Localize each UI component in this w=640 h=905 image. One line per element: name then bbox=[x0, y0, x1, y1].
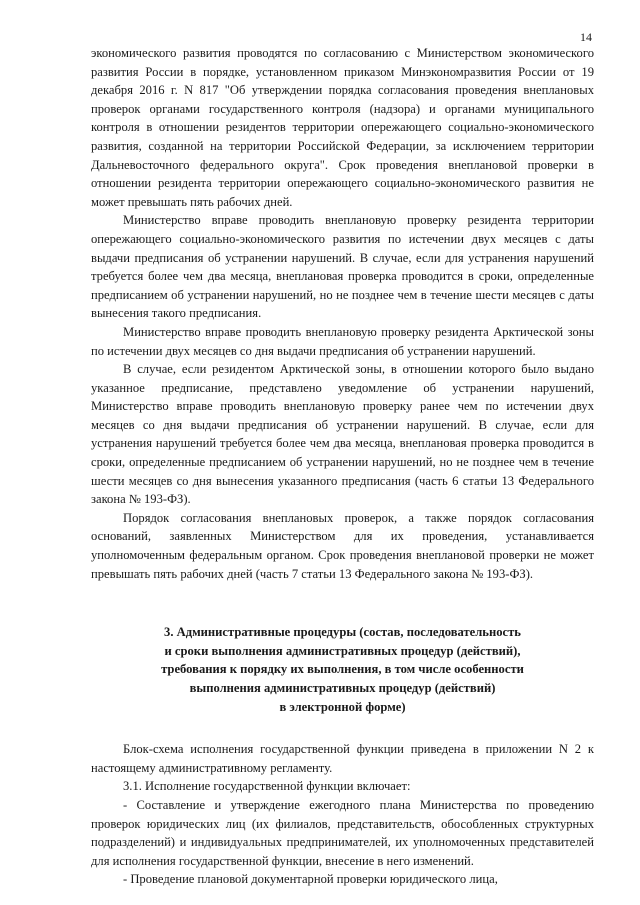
document-body bbox=[91, 44, 594, 889]
section-heading bbox=[91, 623, 594, 716]
heading-line: выполнения административных процедур (действий) bbox=[189, 681, 496, 695]
paragraph: Порядок согласования внеплановых проверок, а также порядок согласования оснований, заявленных Министерством для их проведения, устанавливается уполномоченным федеральным органом. Срок проведения внеплановой проверки не может превышать пять рабочих дней (часть 7 статьи 13 Федерального закона № 193-ФЗ). bbox=[91, 510, 594, 581]
heading-line: в электронной форме) bbox=[279, 699, 406, 714]
paragraph: - Проведение плановой документарной проверки юридического лица, bbox=[123, 872, 498, 887]
paragraph: экономического развития проводятся по согласованию с Министерством экономического развития России в порядке, установленном приказом Минэкономразвития России от 19 декабря 2016 г. N 817 "Об утверждении порядка согласования проведения внеплановых проверок органами государственного контроля (надзора) и органами муниципального контроля в отношении резидентов территории опережающего социально-экономического развития, созданной на территории Российской Федерации, за исключением территории Дальневосточного федерального округа". Срок проведения внеплановой проверки в отношении резидента территории опережающего социально-экономического развития не может превышать пять рабочих дней. bbox=[91, 46, 594, 209]
heading-line: требования к порядку их выполнения, в том числе особенности bbox=[161, 662, 524, 677]
paragraph: Министерство вправе проводить внеплановую проверку резидента территории опережающего социально-экономического развития по истечении двух месяцев с даты выдачи предписания об устранении нарушений. В случае, если для устранения нарушений требуется более чем два месяца, внеплановая проверка проводится в сроки, определенные предписанием об устранении нарушений, но не позднее чем в течение шести месяцев с даты вынесения такого предписания. bbox=[91, 213, 594, 321]
page-number: 14 bbox=[580, 30, 592, 44]
paragraph: 3.1. Исполнение государственной функции включает: bbox=[123, 779, 411, 794]
heading-line: 3. Административные процедуры (состав, последовательность bbox=[164, 625, 521, 640]
paragraph: Министерство вправе проводить внеплановую проверку резидента Арктической зоны по истечении двух месяцев со дня выдачи предписания об устранении нарушений. bbox=[91, 324, 594, 358]
paragraph: - Составление и утверждение ежегодного плана Министерства по проведению проверок юридических лиц (их филиалов, представительств, обособленных структурных подразделений) и индивидуальных предпринимателей, их уполномоченных представителей для исполнения государственной функции, внесение в него изменений. bbox=[91, 797, 594, 868]
paragraph: В случае, если резидентом Арктической зоны, в отношении которого было выдано указанное предписание, представлено уведомление об устранении нарушений, Министерство вправе проводить внеплановую проверку ранее чем по истечении двух месяцев со дня выдачи предписания об устранении нарушений. В случае, если для устранения нарушений требуется более чем два месяца, внеплановая проверка проводится в сроки, определенные предписанием об устранении нарушений, но не позднее чем в течение шести месяцев со дня вынесения указанного предписания (часть 6 статьи 13 Федерального закона № 193-ФЗ). bbox=[91, 362, 594, 507]
heading-line: и сроки выполнения административных процедур (действий), bbox=[164, 643, 521, 658]
paragraph: Блок-схема исполнения государственной функции приведена в приложении N 2 к настоящему административному регламенту. bbox=[91, 742, 594, 775]
